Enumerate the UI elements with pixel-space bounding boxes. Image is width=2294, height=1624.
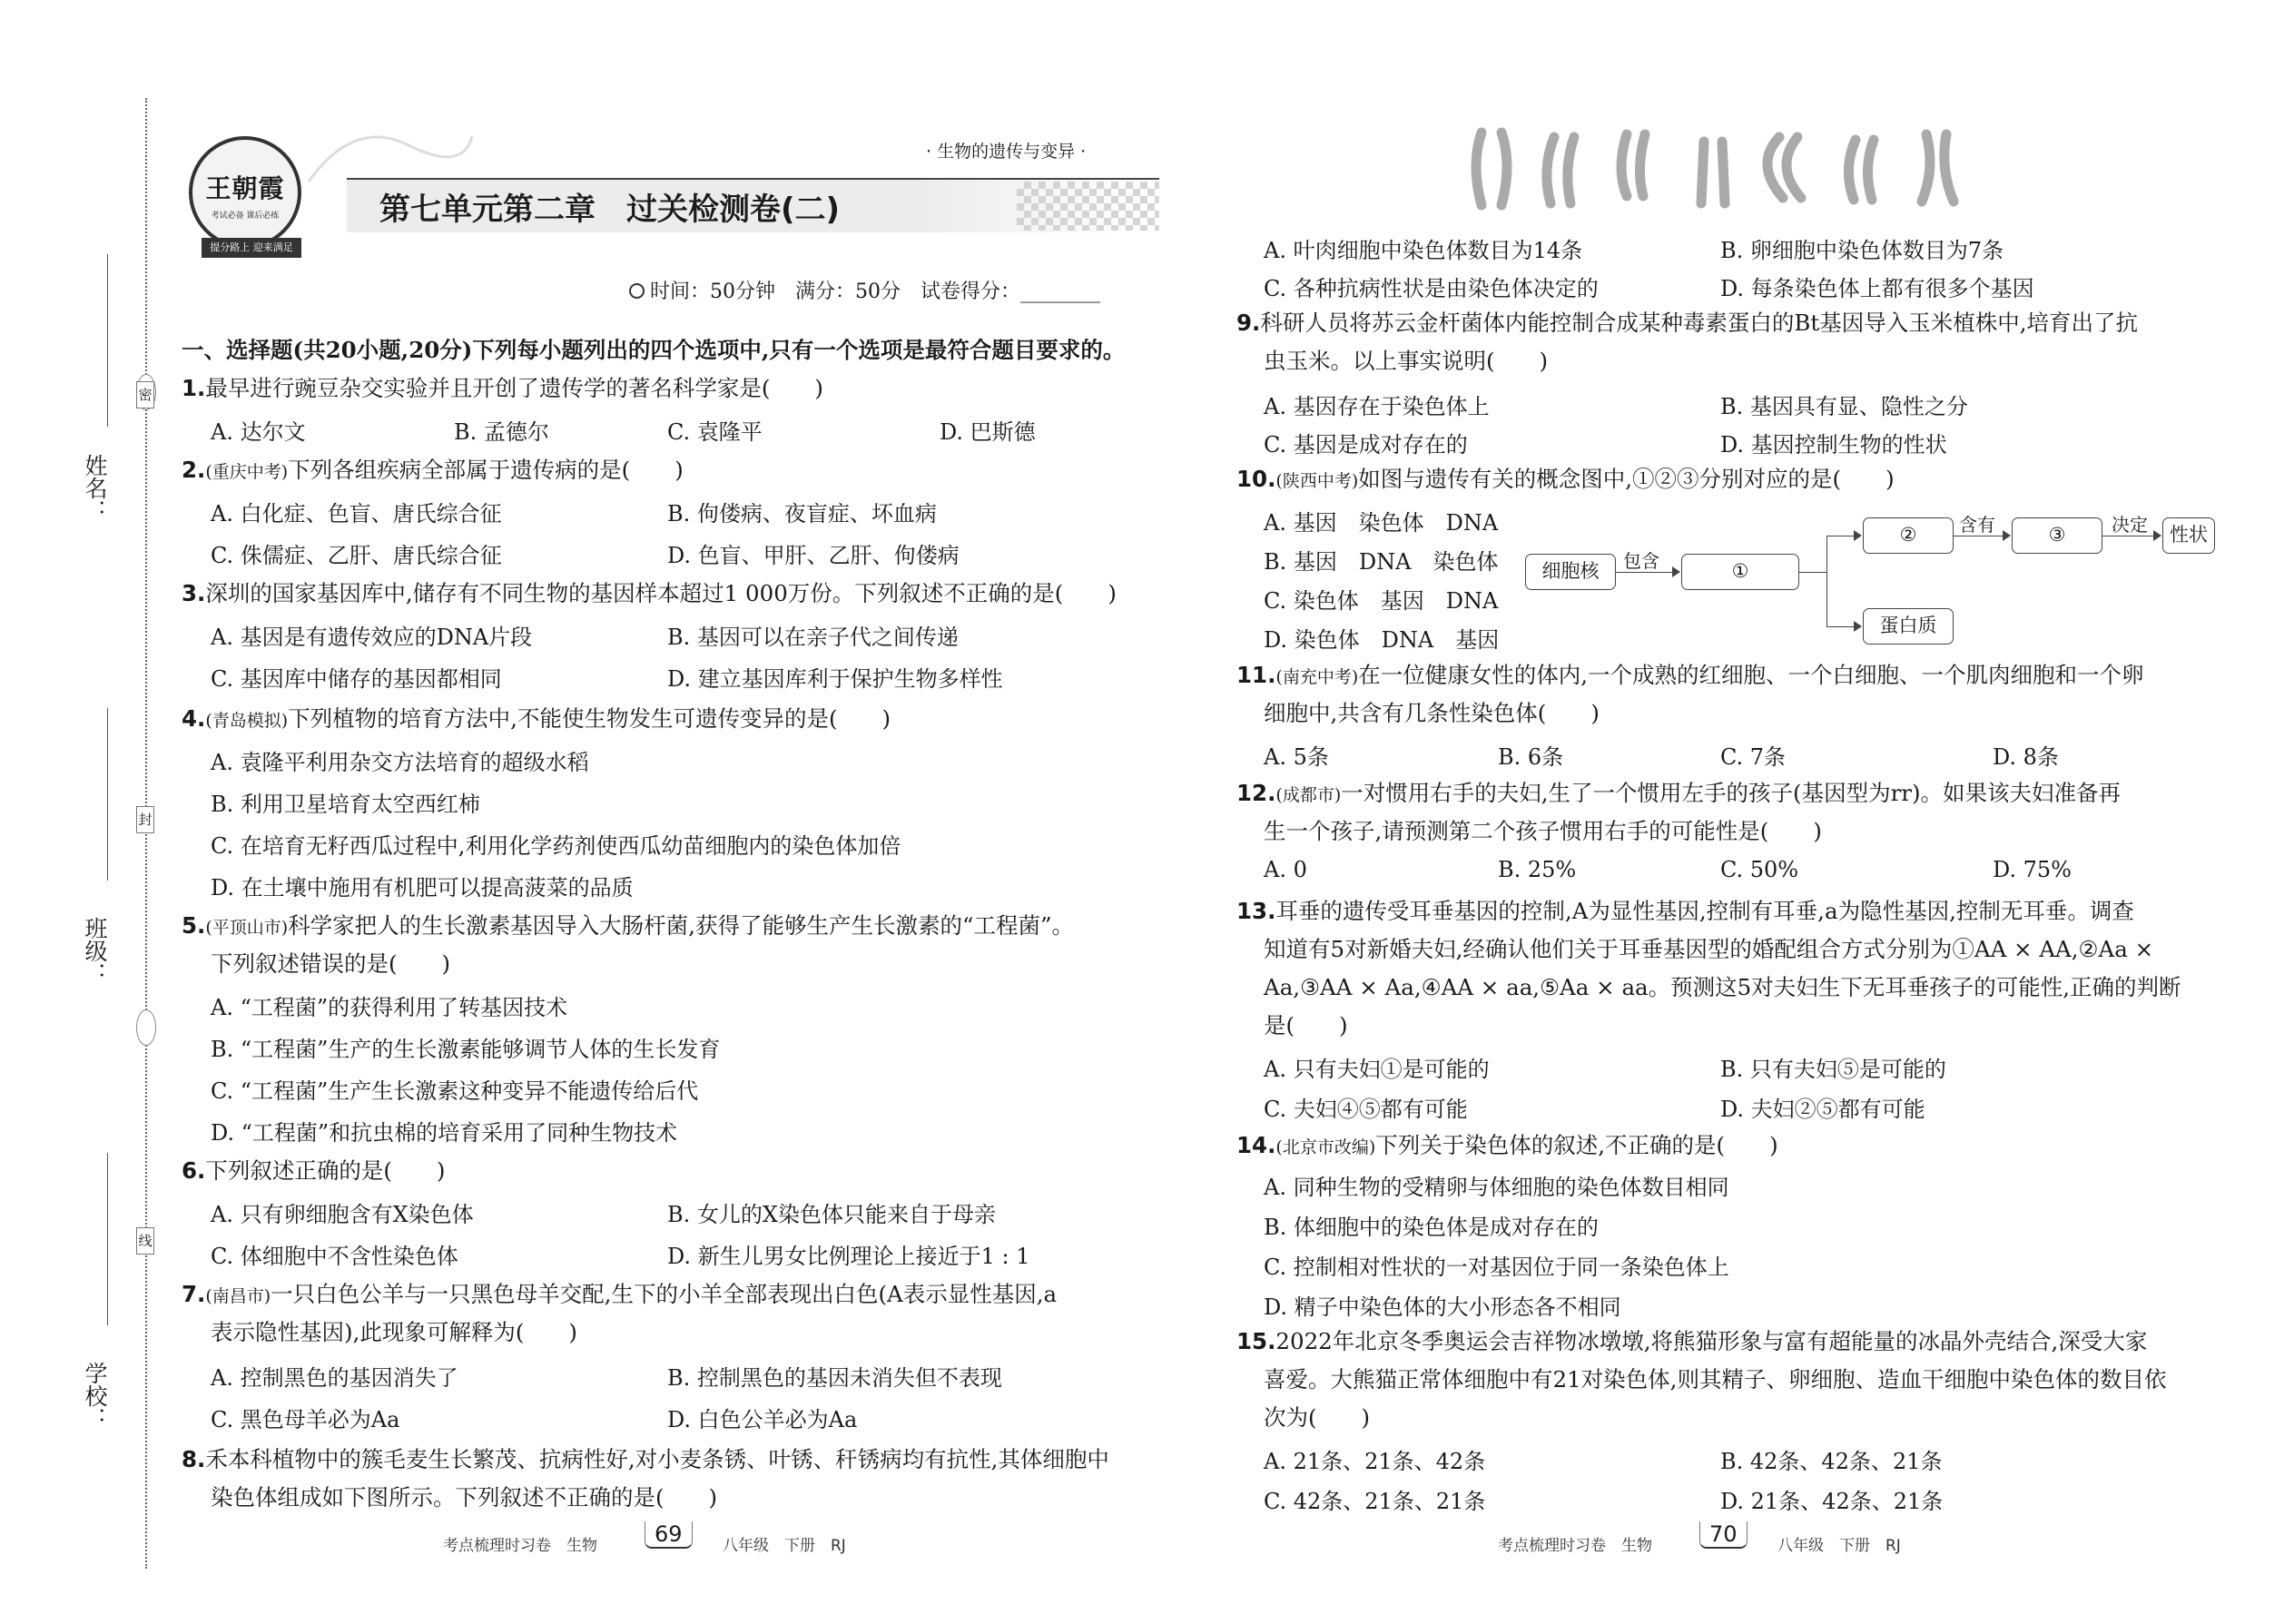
question-text: 下列各组疾病全部属于遗传病的是( ) xyxy=(288,457,684,483)
option-a[interactable]: A. “工程菌”的获得利用了转基因技术 xyxy=(211,995,568,1020)
arrow-head xyxy=(1854,530,1862,541)
question-7 xyxy=(182,1275,1057,1316)
question-14 xyxy=(1236,1126,1778,1167)
option-b[interactable]: B. 基因可以在亲子代之间传递 xyxy=(667,625,959,650)
seal-char-xian: 线 xyxy=(136,1227,154,1255)
option-a[interactable]: A. 同种生物的受精卵与体细胞的染色体数目相同 xyxy=(1264,1175,1729,1200)
question-9-cont: 虫玉米。以上事实说明( ) xyxy=(1264,348,1549,374)
question-13-cont: 知道有5对新婚夫妇,经确认他们关于耳垂基因型的婚配组合方式分别为①AA × AA,②Aa × xyxy=(1264,936,2154,962)
name-line xyxy=(107,254,108,427)
question-11 xyxy=(1236,655,2144,697)
arrow-head xyxy=(1672,566,1680,577)
question-13 xyxy=(1236,891,2134,931)
question-source: (北京市改编) xyxy=(1275,1137,1376,1157)
option-b[interactable]: B. 25% xyxy=(1498,857,1577,882)
arrow-head xyxy=(2003,530,2011,541)
question-source: (青岛模拟) xyxy=(205,711,289,731)
option-a[interactable]: A. 0 xyxy=(1264,857,1307,882)
option-b[interactable]: B. 基因 DNA 染色体 xyxy=(1264,549,1499,575)
class-line xyxy=(107,708,108,881)
logo-ribbon: 提分路上 迎来满足 xyxy=(202,238,301,258)
question-text: 2022年北京冬季奥运会吉祥物冰墩墩,将熊猫形象与富有超能量的冰晶外壳结合,深受大家 xyxy=(1275,1328,2148,1354)
question-9 xyxy=(1236,303,2138,343)
option-a[interactable]: A. 叶肉细胞中染色体数目为14条 xyxy=(1264,238,1583,263)
question-5-cont: 下列叙述错误的是( ) xyxy=(211,950,451,977)
question-15 xyxy=(1236,1322,2147,1362)
option-c[interactable]: C. 基因库中储存的基因都相同 xyxy=(211,666,502,692)
option-c[interactable]: C. 体细胞中不含性染色体 xyxy=(211,1244,458,1269)
question-text: 在一位健康女性的体内,一个成熟的红细胞、一个白细胞、一个肌肉细胞和一个卵 xyxy=(1358,662,2144,688)
question-number: 15. xyxy=(1236,1328,1276,1354)
option-c[interactable]: C. 基因是成对存在的 xyxy=(1264,432,1468,458)
option-a[interactable]: A. 只有卵细胞含有X染色体 xyxy=(211,1202,474,1227)
question-10 xyxy=(1236,459,1895,501)
logo-sub: 考试必备 课后必练 xyxy=(211,212,280,221)
option-c[interactable]: C. 袁隆平 xyxy=(667,419,763,445)
option-b[interactable]: B. 佝偻病、夜盲症、坏血病 xyxy=(667,501,937,527)
option-b[interactable]: B. 孟德尔 xyxy=(454,419,549,445)
page-title: 第七单元第二章 过关检测卷(二) xyxy=(379,192,841,228)
option-a[interactable]: A. 袁隆平利用杂交方法培育的超级水稻 xyxy=(211,750,589,775)
option-d[interactable]: D. “工程菌”和抗虫棉的培育采用了同种生物技术 xyxy=(211,1120,678,1146)
option-d[interactable]: D. 夫妇②⑤都有可能 xyxy=(1720,1097,1925,1122)
option-b[interactable]: B. 基因具有显、隐性之分 xyxy=(1720,394,1968,419)
question-text: 深圳的国家基因库中,储存有不同生物的基因样本超过1 000万份。下列叙述不正确的是( ) xyxy=(205,580,1117,606)
question-8 xyxy=(182,1440,1109,1480)
footer-left-page: 69 xyxy=(645,1521,693,1549)
question-number: 2. xyxy=(182,457,206,483)
question-7-cont: 表示隐性基因),此现象可解释为( ) xyxy=(211,1319,577,1345)
question-source: (南充中考) xyxy=(1275,667,1359,687)
question-text: 禾本科植物中的簇毛麦生长繁茂、抗病性好,对小麦条锈、叶锈、秆锈病均有抗性,其体细胞中 xyxy=(205,1446,1109,1472)
option-d[interactable]: D. 巴斯德 xyxy=(940,419,1036,445)
box-1: ① xyxy=(1681,554,1799,590)
option-a[interactable]: A. 达尔文 xyxy=(211,419,306,445)
box-protein: 蛋白质 xyxy=(1863,608,1954,645)
question-text: 下列植物的培育方法中,不能使生物发生可遗传变异的是( ) xyxy=(288,705,891,732)
footer-left-grade: 八年级 下册 RJ xyxy=(723,1537,846,1555)
question-1 xyxy=(182,369,823,408)
question-number: 4. xyxy=(182,705,206,732)
question-12-cont: 生一个孩子,请预测第二个孩子惯用右手的可能性是( ) xyxy=(1264,818,1822,844)
option-d[interactable]: D. 色盲、甲肝、乙肝、佝偻病 xyxy=(667,543,960,568)
option-c[interactable]: C. 黑色母羊必为Aa xyxy=(211,1407,400,1432)
question-4 xyxy=(182,699,891,741)
label-decide: 决定 xyxy=(2112,514,2148,536)
school-line xyxy=(107,1153,108,1325)
question-text: 一只白色公羊与一只黑色母羊交配,生下的小羊全部表现出白色(A表示显性基因,a xyxy=(271,1281,1058,1307)
box-nucleus: 细胞核 xyxy=(1525,554,1616,590)
chromosome-figure xyxy=(1463,123,1990,214)
concept-diagram xyxy=(1525,508,2215,645)
question-13-cont: 是( ) xyxy=(1264,1012,1348,1038)
footer-right-page: 70 xyxy=(1699,1521,1748,1549)
option-d[interactable]: D. 精子中染色体的大小形态各不相同 xyxy=(1264,1294,1621,1320)
option-d[interactable]: D. 21条、42条、21条 xyxy=(1720,1489,1944,1514)
label-contain-1: 包含 xyxy=(1623,550,1659,572)
question-text: 最早进行豌豆杂交实验并且开创了遗传学的著名科学家是( ) xyxy=(205,375,823,401)
box-3: ③ xyxy=(2012,517,2102,554)
option-d[interactable]: D. 基因控制生物的性状 xyxy=(1720,432,1947,458)
time-score-line: 时间：50分钟 满分：50分 试卷得分：________ xyxy=(650,281,1100,303)
question-number: 6. xyxy=(182,1157,206,1184)
arrow-head xyxy=(2153,530,2161,541)
option-c[interactable]: C. 染色体 基因 DNA xyxy=(1264,588,1499,614)
box-2: ② xyxy=(1863,517,1954,554)
question-source: (南昌市) xyxy=(205,1286,271,1306)
option-c[interactable]: C. 42条、21条、21条 xyxy=(1264,1489,1486,1514)
question-number: 9. xyxy=(1236,310,1261,336)
question-6 xyxy=(182,1151,445,1191)
title-checker xyxy=(1017,182,1159,231)
question-8-cont: 染色体组成如下图所示。下列叙述不正确的是( ) xyxy=(211,1484,718,1511)
option-a[interactable]: A. 只有夫妇①是可能的 xyxy=(1264,1057,1490,1082)
option-a[interactable]: A. 5条 xyxy=(1264,744,1329,770)
question-number: 11. xyxy=(1236,662,1276,688)
question-11-cont: 细胞中,共含有几条性染色体( ) xyxy=(1264,700,1600,726)
option-a[interactable]: A. 白化症、色盲、唐氏综合征 xyxy=(211,501,502,527)
question-number: 8. xyxy=(182,1446,206,1472)
question-3 xyxy=(182,574,1117,614)
option-c[interactable]: C. 侏儒症、乙肝、唐氏综合征 xyxy=(211,543,502,568)
option-c[interactable]: C. 7条 xyxy=(1720,744,1787,770)
option-c[interactable]: C. 控制相对性状的一对基因位于同一条染色体上 xyxy=(1264,1255,1729,1280)
question-5 xyxy=(182,906,1074,948)
option-b[interactable]: B. 卵细胞中染色体数目为7条 xyxy=(1720,238,2004,263)
option-c[interactable]: C. 50% xyxy=(1720,857,1799,882)
clock-icon xyxy=(629,283,645,299)
question-2 xyxy=(182,450,684,492)
name-label: 姓名： xyxy=(82,454,108,522)
branch-h xyxy=(1799,572,1826,573)
question-text: 耳垂的遗传受耳垂基因的控制,A为显性基因,控制有耳垂,a为隐性基因,控制无耳垂。调查 xyxy=(1275,898,2134,924)
question-text: 下列关于染色体的叙述,不正确的是( ) xyxy=(1375,1132,1778,1158)
question-number: 7. xyxy=(182,1281,206,1307)
branch-v xyxy=(1826,536,1827,626)
option-b[interactable]: B. 女儿的X染色体只能来自于母亲 xyxy=(667,1202,996,1227)
option-d[interactable]: D. 在土壤中施用有机肥可以提高菠菜的品质 xyxy=(211,875,634,901)
arrow-head xyxy=(1854,621,1862,632)
option-a[interactable]: A. 基因 染色体 DNA xyxy=(1264,510,1499,536)
question-text: 如图与遗传有关的概念图中,①②③分别对应的是( ) xyxy=(1358,466,1895,492)
question-number: 10. xyxy=(1236,466,1276,492)
class-label: 班级： xyxy=(82,917,108,985)
footer-left-text: 考点梳理时习卷 生物 xyxy=(443,1537,597,1555)
option-d[interactable]: D. 白色公羊必为Aa xyxy=(667,1407,858,1432)
option-b[interactable]: B. “工程菌”生产的生长激素能够调节人体的生长发育 xyxy=(211,1037,721,1062)
section-heading: 一、选择题(共20小题,20分)下列每小题列出的四个选项中,只有一个选项是最符合题目要求的。 xyxy=(182,337,1126,363)
option-c[interactable]: C. 各种抗病性状是由染色体决定的 xyxy=(1264,276,1599,301)
question-number: 14. xyxy=(1236,1132,1276,1158)
option-d[interactable]: D. 75% xyxy=(1993,857,2072,882)
option-a[interactable]: A. 基因是有遗传效应的DNA片段 xyxy=(211,625,533,650)
option-a[interactable]: A. 21条、21条、42条 xyxy=(1264,1449,1486,1474)
question-text: 科学家把人的生长激素基因导入大肠杆菌,获得了能够生产生长激素的“工程菌”。 xyxy=(288,912,1075,939)
question-number: 13. xyxy=(1236,898,1276,924)
question-source: (重庆中考) xyxy=(205,462,289,482)
question-13-cont: Aa,③AA × Aa,④AA × aa,⑤Aa × aa。预测这5对夫妇生下无耳垂孩子的可能性,正确的判断 xyxy=(1264,974,2181,1000)
question-text: 一对惯用右手的夫妇,生了一个惯用左手的孩子(基因型为rr)。如果该夫妇准备再 xyxy=(1341,780,2122,806)
question-number: 1. xyxy=(182,375,206,401)
question-15-cont: 次为( ) xyxy=(1264,1404,1371,1431)
question-number: 3. xyxy=(182,580,206,606)
logo xyxy=(189,136,301,249)
footer-right-text: 考点梳理时习卷 生物 xyxy=(1498,1537,1652,1555)
binding-line xyxy=(145,98,147,1569)
option-b[interactable]: B. 只有夫妇⑤是可能的 xyxy=(1720,1057,1946,1082)
seal-char-mi: 密 xyxy=(136,381,154,408)
option-b[interactable]: B. 42条、42条、21条 xyxy=(1720,1449,1943,1474)
option-d[interactable]: D. 染色体 DNA 基因 xyxy=(1264,627,1500,653)
option-d[interactable]: D. 8条 xyxy=(1993,744,2059,770)
option-b[interactable]: B. 利用卫星培育太空西红柿 xyxy=(211,792,480,817)
box-trait: 性状 xyxy=(2162,517,2215,554)
question-source: (成都市) xyxy=(1275,785,1342,805)
logo-text: 王朝霞 xyxy=(205,173,285,203)
option-c[interactable]: C. 夫妇④⑤都有可能 xyxy=(1264,1097,1468,1122)
seal-mark-2 xyxy=(136,1009,156,1046)
series-label: · 生物的遗传与变异 · xyxy=(926,142,1087,162)
label-contain-2: 含有 xyxy=(1959,514,1995,536)
seal-char-feng: 封 xyxy=(136,806,154,833)
question-12 xyxy=(1236,773,2121,815)
option-c[interactable]: C. “工程菌”生产生长激素这种变异不能遗传给后代 xyxy=(211,1078,699,1104)
question-text: 科研人员将苏云金杆菌体内能控制合成某种毒素蛋白的Bt基因导入玉米植株中,培育出了抗 xyxy=(1260,310,2138,336)
question-text: 下列叙述正确的是( ) xyxy=(205,1157,446,1184)
option-b[interactable]: B. 控制黑色的基因未消失但不表现 xyxy=(667,1365,1002,1391)
footer-right-grade: 八年级 下册 RJ xyxy=(1777,1537,1901,1555)
option-b[interactable]: B. 体细胞中的染色体是成对存在的 xyxy=(1264,1215,1599,1240)
question-source: (平顶山市) xyxy=(205,918,289,938)
option-c[interactable]: C. 在培育无籽西瓜过程中,利用化学药剂使西瓜幼苗细胞内的染色体加倍 xyxy=(211,833,901,859)
option-b[interactable]: B. 6条 xyxy=(1498,744,1564,770)
question-15-cont: 喜爱。大熊猫正常体细胞中有21对染色体,则其精子、卵细胞、造血干细胞中染色体的数目依 xyxy=(1264,1366,2167,1393)
question-number: 12. xyxy=(1236,780,1276,806)
option-a[interactable]: A. 基因存在于染色体上 xyxy=(1264,394,1490,419)
option-d[interactable]: D. 每条染色体上都有很多个基因 xyxy=(1720,276,2034,301)
school-label: 学校： xyxy=(82,1362,108,1430)
option-d[interactable]: D. 新生儿男女比例理论上接近于1 : 1 xyxy=(667,1244,1030,1269)
question-source: (陕西中考) xyxy=(1275,471,1359,491)
option-a[interactable]: A. 控制黑色的基因消失了 xyxy=(211,1365,458,1391)
question-number: 5. xyxy=(182,912,206,939)
option-d[interactable]: D. 建立基因库利于保护生物多样性 xyxy=(667,666,1003,692)
